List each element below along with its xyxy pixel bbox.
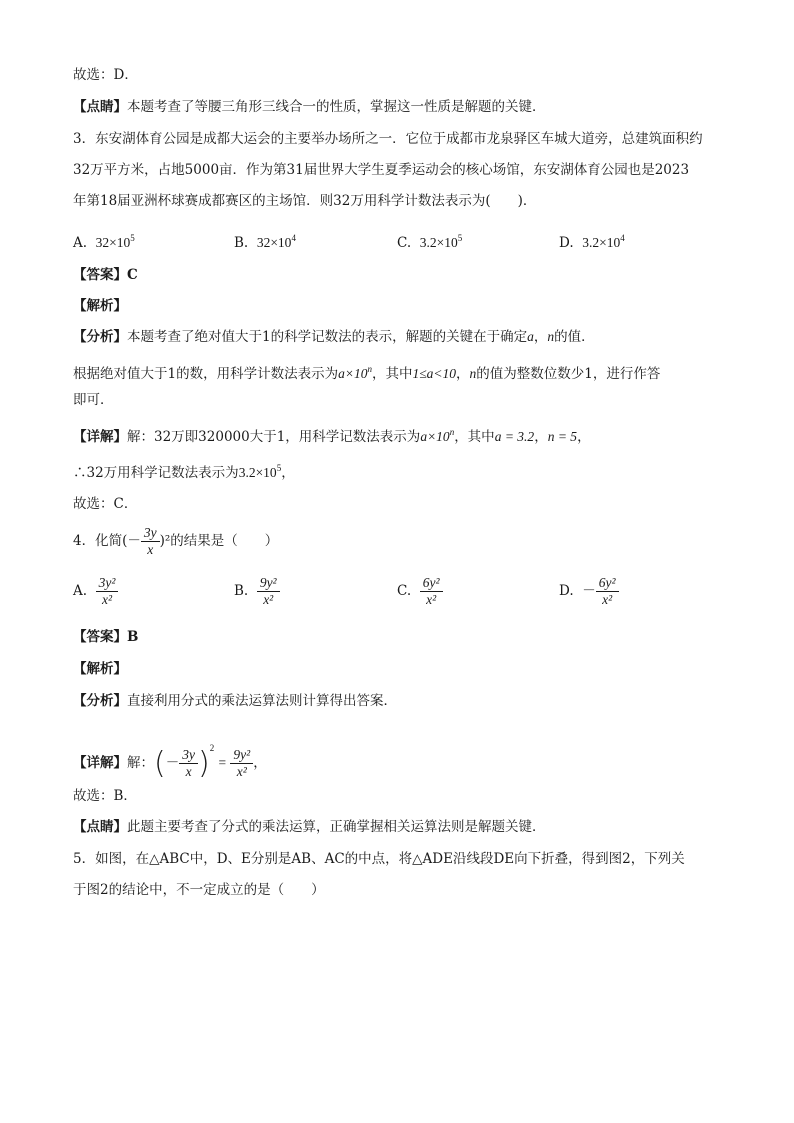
q3-option-b: B. $32\times 10^4$ <box>234 233 296 251</box>
q3-option-a: A. $32\times 10^5$ <box>73 233 135 251</box>
q4-option-d: D. － $\frac{\text{6y²}}{\text{x²}}$ <box>559 574 619 608</box>
question-3-line-1: 3．东安湖体育公园是成都大运会的主要举办场所之一．它位于成都市龙泉驿区车城大道旁，总建筑面积约 <box>73 131 703 147</box>
q4-analysis-line: 【分析】直接利用分式的乘法运算法则计算得出答案． <box>73 693 397 709</box>
q3-analysis-line: 【分析】本题考查了绝对值大于1的科学记数法的表示，解题的关键在于确定a，n的值． <box>73 329 595 345</box>
q3-selection-line: 故选：C． <box>73 496 138 512</box>
q3-detail-line: 【详解】解：32万即320000大于1，用科学记数法表示为$a\times 10^n$，其中a = 3.2，n = 5， <box>73 427 591 445</box>
question-5-line-1: 5．如图，在△ABC中，D、E分别是AB、AC的中点，将△ADE沿线段DE向下折叠，得到图2，下列关 <box>73 851 685 867</box>
comment-line: 【点睛】本题考查了等腰三角形三线合一的性质，掌握这一性质是解题的关键． <box>73 99 546 115</box>
q4-comment-line: 【点睛】此题主要考查了分式的乘法运算，正确掌握相关运算法则是解题关键． <box>73 819 546 835</box>
q3-rule-line-2: 即可． <box>73 392 114 408</box>
q3-analysis-heading: 【解析】 <box>73 298 127 314</box>
q3-rule-line-1: 根据绝对值大于1的数，用科学计数法表示为$a\times 10^n$，其中1≤a<10，n的值为整数位数少1，进行作答 <box>73 364 661 382</box>
question-3-line-2: 32万平方米，占地5000亩．作为第31届世界大学生夏季运动会的核心场馆，东安湖体育公园也是2023 <box>73 162 690 178</box>
q4-option-c: C. $\frac{\text{6y²}}{\text{x²}}$ <box>397 574 443 608</box>
q3-conclusion-line: ∴32万用科学记数法表示为$3.2\times 10^5$， <box>73 463 295 481</box>
q4-analysis-heading: 【解析】 <box>73 661 127 677</box>
q3-option-c: C. $3.2\times 10^5$ <box>397 233 463 251</box>
q4-option-b: B. $\frac{\text{9y²}}{\text{x²}}$ <box>234 574 280 608</box>
answer-selection-line: 故选：D． <box>73 67 138 83</box>
q4-fraction: $\frac{3y}{x}$ <box>141 525 160 558</box>
q4-answer: 【答案】B <box>73 629 139 645</box>
q3-option-d: D. $3.2\times 10^4$ <box>559 233 625 251</box>
question-5-line-2: 于图2的结论中，不一定成立的是（ ） <box>73 882 325 898</box>
q4-detail-line: 【详解】解：(－ $\frac{3y}{x}$ )$^2$ = $\frac{\text{9y²}}{\text{x²}}$ ， <box>73 743 267 781</box>
q4-option-a: A. $\frac{\text{3y²}}{\text{x²}}$ <box>73 574 118 608</box>
question-3-line-3: 年第18届亚洲杯球赛成都赛区的主场馆．则32万用科学计数法表示为( )． <box>73 193 537 209</box>
question-4-line: 4．化简(－ $\frac{3y}{x}$ )²的结果是（ ） <box>73 525 279 557</box>
q4-selection-line: 故选：B． <box>73 788 137 804</box>
q3-answer: 【答案】C <box>73 267 138 283</box>
